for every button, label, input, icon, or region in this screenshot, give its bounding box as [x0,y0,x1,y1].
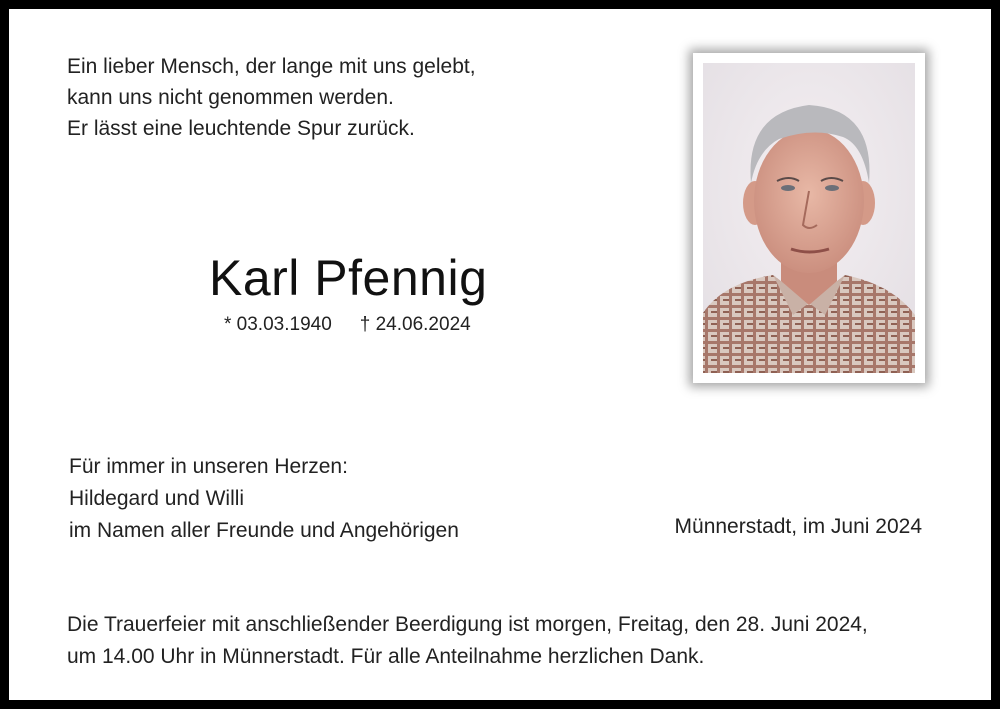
poem-line: Er lässt eine leuchtende Spur zurück. [67,117,415,140]
life-dates [224,314,471,336]
mourners-line: Hildegard und Willi [69,487,245,510]
funeral-line: um 14.00 Uhr in Münnerstadt. Für alle Anteilnahme herzlichen Dank. [67,645,705,668]
funeral-line: Die Trauerfeier mit anschließender Beerdigung ist morgen, Freitag, den 28. Juni 2024, [67,613,868,636]
deceased-name: Karl Pfennig [209,250,488,306]
poem-line: Ein lieber Mensch, der lange mit uns gelebt, [67,55,476,78]
portrait-photo [693,53,925,383]
mourners-block [69,451,459,547]
funeral-notice [67,609,868,673]
mourners-line: im Namen aller Freunde und Angehörigen [69,519,459,542]
place-and-date: Münnerstadt, im Juni 2024 [674,515,922,538]
portrait-image [693,53,925,383]
mourners-line: Für immer in unseren Herzen: [69,455,348,478]
death-date: † 24.06.2024 [359,314,471,335]
poem-line: kann uns nicht genommen werden. [67,86,394,109]
poem [67,51,476,144]
birth-date: * 03.03.1940 [224,314,332,335]
